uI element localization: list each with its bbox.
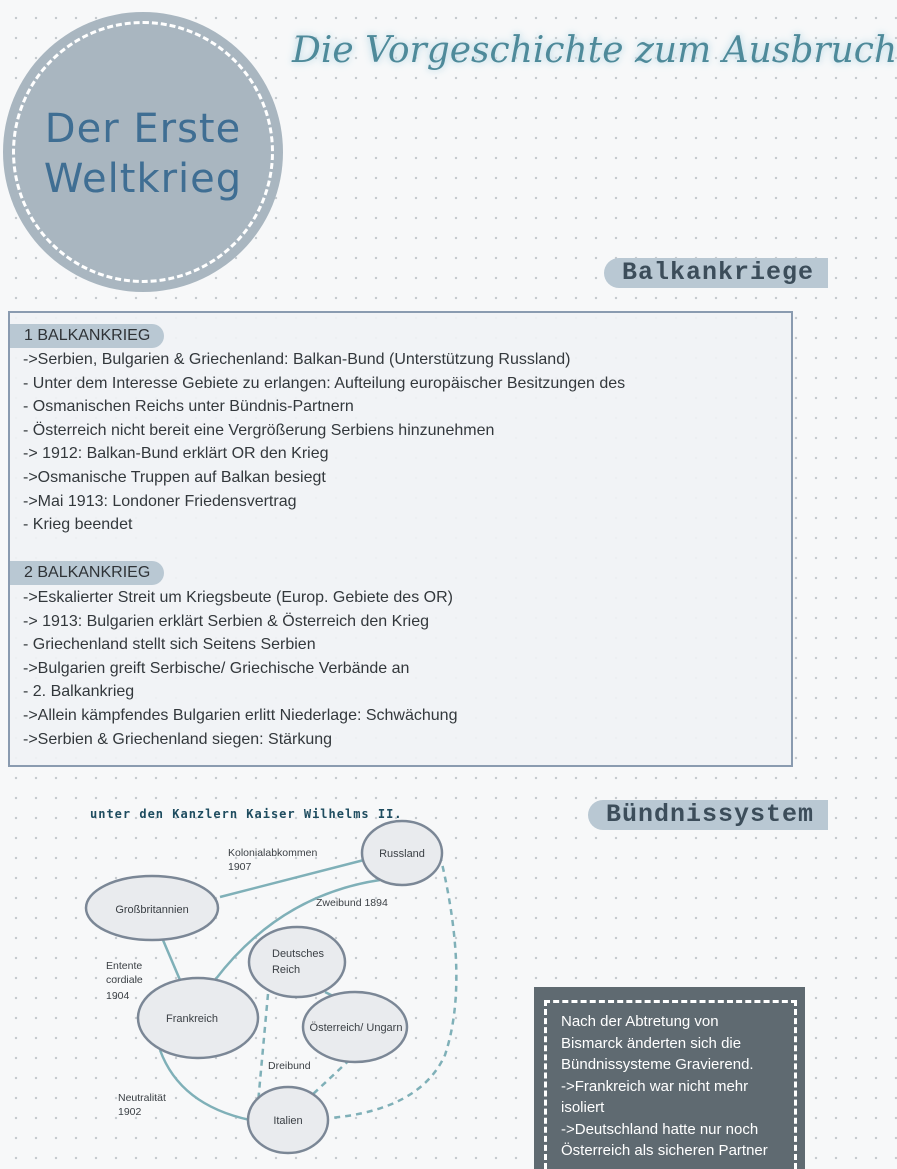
war2-heading: 2 BALKANKRIEG	[10, 561, 164, 585]
label-italien: Italien	[273, 1115, 303, 1127]
list-item: - Griechenland stellt sich Seitens Serbien	[23, 636, 316, 654]
list-item: - Unter dem Interesse Gebiete zu erlangen: Aufteilung europäischer Besitzungen des	[23, 374, 626, 392]
balkan-wars-box	[8, 311, 793, 767]
edge-label-zweibund: Zweibund 1894	[316, 897, 388, 909]
list-item: ->Osmanische Truppen auf Balkan besiegt	[23, 468, 326, 486]
main-title-line1: Der Erste	[44, 106, 242, 152]
list-item: ->Eskalierter Streit um Kriegsbeute (Europ. Gebiete des OR)	[23, 589, 453, 606]
label-deutsches: Deutsches	[272, 948, 324, 960]
edge-label-entente-2: cordiale	[106, 974, 143, 986]
edge-label-entente-1: Entente	[106, 960, 143, 972]
main-title	[3, 104, 283, 204]
page-title: Die Vorgeschichte zum Ausbruch	[292, 30, 897, 71]
label-frankreich: Frankreich	[166, 1013, 218, 1025]
label-russland: Russland	[379, 848, 425, 860]
alliance-diagram	[0, 780, 560, 1169]
list-item: ->Mai 1913: Londoner Friedensvertrag	[23, 492, 297, 510]
war2-list	[23, 586, 457, 751]
list-item: - 2. Balkankrieg	[23, 683, 135, 701]
war1-list	[23, 348, 625, 537]
edge-russland-italien	[330, 855, 456, 1118]
alliance-section-banner: Bündnissystem	[588, 800, 828, 830]
main-title-line2: Weltkrieg	[43, 156, 243, 202]
label-grossbritannien: Großbritannien	[115, 904, 189, 916]
note-line: Nach der Abtretung von	[561, 1013, 719, 1030]
edge-label-kolonial-1: Kolonialabkommen	[228, 847, 318, 859]
edge-label-dreibund: Dreibund	[268, 1060, 311, 1072]
list-item: ->Serbien, Bulgarien & Griechenland: Balkan-Bund (Unterstützung Russland)	[23, 351, 571, 368]
note-dashed-border	[544, 1000, 797, 1169]
note-text	[561, 1011, 784, 1162]
edge-label-neutral-1: Neutralität	[118, 1092, 166, 1104]
title-circle	[3, 12, 283, 292]
balkan-section-banner: Balkankriege	[604, 258, 828, 288]
list-item: ->Allein kämpfendes Bulgarien erlitt Niederlage: Schwächung	[23, 706, 458, 724]
edge-dreibund-de-it	[258, 994, 268, 1103]
list-item: - Österreich nicht bereit eine Vergrößerung Serbiens hinzunehmen	[23, 421, 495, 439]
list-item: -> 1913: Bulgarien erklärt Serbien & Österreich den Krieg	[23, 612, 429, 630]
list-item: -> 1912: Balkan-Bund erklärt OR den Krieg	[23, 445, 329, 463]
note-line: isoliert	[561, 1099, 605, 1116]
war1-heading: 1 BALKANKRIEG	[10, 324, 164, 348]
list-item: ->Bulgarien greift Serbische/ Griechische Verbände an	[23, 659, 410, 677]
node-deutsches-reich	[249, 927, 345, 997]
note-line: ->Deutschland hatte nur noch	[561, 1120, 759, 1138]
list-item: - Osmanischen Reichs unter Bündnis-Partnern	[23, 398, 354, 416]
list-item: ->Serbien & Griechenland siegen: Stärkung	[23, 730, 333, 748]
note-line: Österreich als sicheren Partner	[561, 1142, 768, 1159]
note-line: Bismarck änderten sich die	[561, 1034, 742, 1052]
note-line: ->Frankreich war nicht mehr	[561, 1077, 749, 1095]
note-line: Bündnissysteme Gravierend.	[561, 1056, 754, 1073]
note-box	[534, 987, 805, 1169]
edge-label-kolonial-2: 1907	[228, 861, 252, 873]
label-reich: Reich	[271, 964, 301, 976]
diagram-title: unter den Kanzlern Kaiser Wilhelms II.	[90, 807, 403, 821]
label-oesterreich-ungarn: Österreich/ Ungarn	[309, 1022, 403, 1034]
edge-label-neutral-2: 1902	[118, 1106, 142, 1118]
edge-neutralitaet	[160, 1050, 250, 1120]
edge-label-entente-3: 1904	[106, 990, 130, 1002]
list-item: - Krieg beendet	[23, 516, 133, 534]
